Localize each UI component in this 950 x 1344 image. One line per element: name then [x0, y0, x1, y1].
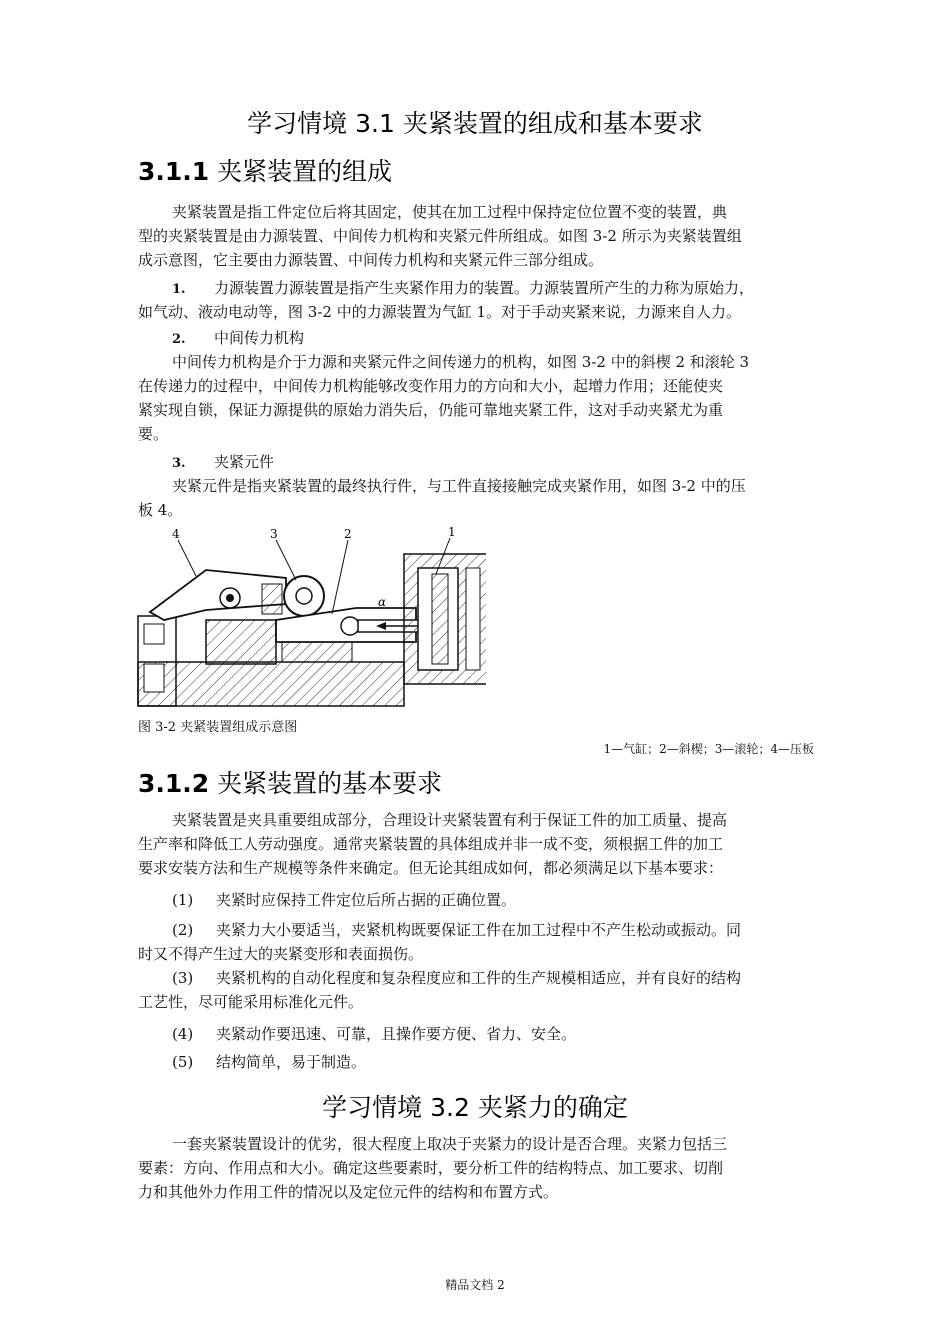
heading-3-1-1 [138, 152, 392, 188]
text: 一套夹紧装置设计的优劣，很大程度上取决于夹紧力的设计是否合理。夹紧力包括三 [172, 1135, 728, 1153]
wedge-pin [341, 617, 359, 635]
piston [432, 574, 448, 664]
item-number: (4) [172, 1025, 194, 1043]
line: 在传递力的过程中，中间传力机构能够改变作用力的方向和大小，起增力作用；还能使夹 [138, 377, 724, 395]
heading-number: 3.1.1 [138, 157, 210, 186]
label-alpha: α [378, 595, 387, 609]
heading-text: 夹紧装置的组成 [217, 157, 393, 186]
item-number: 1. [172, 282, 186, 297]
requirement-item-3 [138, 966, 818, 1014]
requirement-item-4 [138, 1022, 818, 1046]
text: 中间传力机构是介于力源和夹紧元件之间传递力的机构，如图 3-2 中的斜楔 2 和滚轮 3 [172, 353, 750, 371]
item-text: 夹紧元件 [214, 453, 275, 471]
line: 工艺性，尽可能采用标准化元件。 [138, 993, 364, 1011]
support-block [206, 620, 276, 664]
text: 夹紧装置是夹具重要组成部分，合理设计夹紧装置有利于保证工件的加工质量、提高 [172, 811, 728, 829]
item-text: 力源装置力源装置是指产生夹紧作用力的装置。力源装置所产生的力称为原始力， [214, 279, 755, 297]
roller-axle [296, 588, 312, 604]
heading-3-1-2 [138, 764, 442, 800]
item-text: 夹紧动作要迅速、可靠，且操作要方便、省力、安全。 [216, 1025, 577, 1043]
wedge-guide [282, 642, 352, 662]
line [138, 1132, 818, 1156]
bolt-head-upper [144, 624, 164, 644]
paragraph-transmission [138, 350, 818, 446]
figure-legend: 1—气缸；2—斜楔；3—滚轮；4—压板 [603, 742, 814, 756]
paragraph-clamp-element [138, 474, 818, 522]
heading-number: 3.1.2 [138, 769, 210, 798]
requirement-item-1 [138, 888, 818, 912]
line [138, 888, 818, 912]
item-text: 夹紧时应保持工件定位后所占据的正确位置。 [216, 891, 517, 909]
line: 要素：方向、作用点和大小。确定这些要素时，要分析工件的结构特点、加工要求、切削 [138, 1159, 724, 1177]
line [138, 1022, 818, 1046]
line: 成示意图，它主要由力源装置、中间传力机构和夹紧元件三部分组成。 [138, 251, 604, 269]
paragraph-clamping-force [138, 1132, 818, 1204]
line [138, 200, 818, 224]
leader-line-3 [276, 540, 296, 580]
text: 夹紧元件是指夹紧装置的最终执行件，与工件直接接触完成夹紧作用，如图 3-2 中的压 [172, 477, 746, 495]
cylinder-cap [466, 568, 480, 670]
line [138, 966, 818, 990]
numbered-item-3 [172, 450, 274, 476]
leader-line-2 [332, 540, 348, 614]
pivot-center [226, 594, 234, 602]
heading-text: 夹紧装置的基本要求 [217, 769, 443, 798]
line: 要求安装方法和生产规模等条件来确定。但无论其组成如何，都必须满足以下基本要求： [138, 859, 724, 877]
paragraph-requirements [138, 808, 818, 880]
line: 力和其他外力作用工件的情况以及定位元件的结构和布置方式。 [138, 1183, 559, 1201]
text: 夹紧装置是指工件定位后将其固定，使其在加工过程中保持定位位置不变的装置，典 [172, 203, 728, 221]
item-number: (5) [172, 1053, 194, 1071]
line: 要。 [138, 425, 169, 443]
line: 生产率和降低工人劳动强度。通常夹紧装置的具体组成并非一成不变，须根据工件的加工 [138, 835, 724, 853]
item-text: 夹紧力大小要适当，夹紧机构既要保证工件在加工过程中不产生松动或振动。同 [216, 921, 742, 939]
line: 紧实现自锁，保证力源提供的原始力消失后，仍能可靠地夹紧工件，这对手动夹紧尤为重 [138, 401, 724, 419]
paragraph-intro [138, 200, 818, 272]
section-title-3-1: 学习情境 3.1 夹紧装置的组成和基本要求 [247, 109, 703, 138]
item-text: 夹紧机构的自动化程度和复杂程度应和工件的生产规模相适应，并有良好的结构 [216, 969, 742, 987]
item-number: (2) [172, 921, 194, 939]
section-title-3-2: 学习情境 3.2 夹紧力的确定 [322, 1093, 628, 1122]
roller-bracket [262, 584, 282, 614]
figure-caption: 图 3-2 夹紧装置组成示意图 [138, 720, 298, 735]
requirement-item-2 [138, 918, 818, 966]
numbered-item-1 [172, 276, 754, 302]
line: 型的夹紧装置是由力源装置、中间传力机构和夹紧元件所组成。如图 3-2 所示为夹紧装置组 [138, 227, 742, 245]
label-4: 4 [172, 527, 180, 541]
requirement-item-5 [138, 1050, 818, 1074]
leader-line-4 [178, 540, 196, 576]
line [138, 918, 818, 942]
label-3: 3 [270, 527, 278, 541]
item-text: 中间传力机构 [214, 329, 305, 347]
bolt-head-lower [144, 664, 164, 692]
label-1: 1 [448, 525, 456, 539]
numbered-item-1-continued: 如气动、液动电动等，图 3-2 中的力源装置为气缸 1。对于手动夹紧来说，力源来自人力。 [138, 303, 742, 321]
base-block [138, 662, 404, 706]
line: 时又不得产生过大的夹紧变形和表面损伤。 [138, 945, 424, 963]
label-2: 2 [344, 527, 352, 541]
item-number: (3) [172, 969, 194, 987]
line [138, 474, 818, 498]
item-text: 结构简单，易于制造。 [216, 1053, 367, 1071]
line [138, 1050, 818, 1074]
line [138, 350, 818, 374]
item-number: 3. [172, 456, 186, 471]
numbered-item-2 [172, 326, 304, 352]
page-footer: 精品文档 2 [445, 1278, 505, 1292]
clamping-device-figure [136, 524, 486, 714]
item-number: 2. [172, 332, 186, 347]
line [138, 808, 818, 832]
line: 板 4。 [138, 501, 183, 519]
item-number: (1) [172, 891, 194, 909]
